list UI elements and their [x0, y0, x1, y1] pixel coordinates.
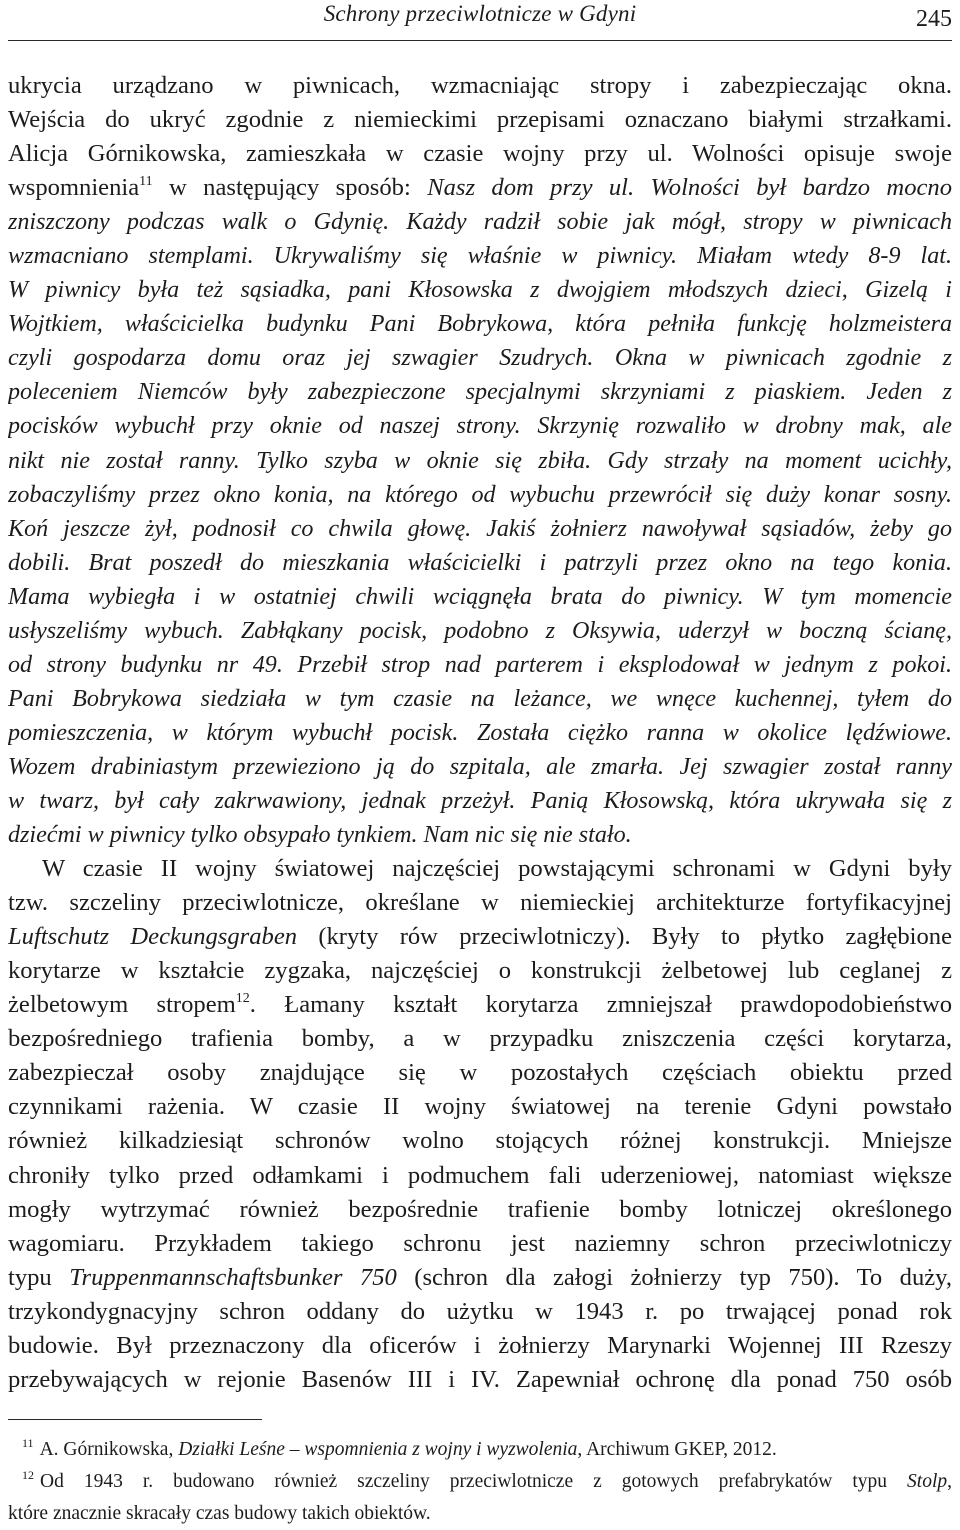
running-title: Schrony przeciwlotnicze w Gdyni: [323, 1, 637, 26]
text-line: czynnikami rażenia. W czasie II wojny światowej na terenie Gdyni powstało: [8, 1093, 952, 1121]
text-run: typu: [8, 1263, 70, 1291]
text-line: Alicja Górnikowska, zamieszkała w czasie wojny przy ul. Wolności opisuje swoje: [8, 140, 952, 168]
footnote-text: Od 1943 r. budowano również szczeliny przeciwlotnicze z gotowych prefabrykatów typu: [40, 1471, 908, 1492]
text-line: wagomiaru. Przykładem takiego schronu jest naziemny schron przeciwlotniczy: [8, 1229, 952, 1257]
quote-line: od strony budynku nr 49. Przebił strop nad parterem i eksplodował w jednym z pokoi.: [8, 651, 952, 678]
text-line: bezpośredniego trafienia bomby, a w przypadku zniszczenia części korytarza,: [8, 1025, 952, 1053]
text-line: również kilkadziesiąt schronów wolno stojących różnej konstrukcji. Mniejsze: [8, 1127, 952, 1155]
quote-line: usłyszeliśmy wybuch. Zabłąkany pocisk, podobno z Oksywia, uderzył w boczną ścianę,: [8, 617, 952, 644]
footnote-number: 11: [22, 1436, 34, 1450]
quotation-block: [8, 205, 952, 852]
quote-line: dobili. Brat poszedł do mieszkania właścicielki i patrzyli przez okno na tego konia.: [8, 549, 952, 576]
quote-line: dziećmi w piwnicy tylko obsypało tynkiem. Nam nic się nie stało.: [8, 822, 632, 849]
paragraph-first-line: W czasie II wojny światowej najczęściej powstającymi schronami w Gdyni były: [42, 855, 952, 883]
quote-line: zobaczyliśmy przez okno konia, na którego od wybuchu przewrócił się duży konar sosny.: [8, 481, 952, 508]
quote-line: nikt nie został ranny. Tylko szyba w oknie się zbiła. Gdy strzały na moment ucichły,: [8, 447, 952, 474]
text-line: [8, 1261, 952, 1295]
text-line: [8, 171, 952, 205]
text-line: trzykondygnacyjny schron oddany do użytku w 1943 r. po trwającej ponad rok: [8, 1297, 952, 1325]
quote-line: poleceniem Niemców były zabezpieczone specjalnymi skrzyniami z piaskiem. Jeden z: [8, 379, 952, 406]
footnote-12: [8, 1466, 952, 1498]
footnote-text: A. Górnikowska,: [39, 1439, 179, 1460]
footnote-text: ,: [947, 1471, 952, 1492]
text-line: zabezpieczał osoby znajdujące się w pozostałych częściach obiektu przed: [8, 1059, 952, 1087]
text-line: Wejścia do ukryć zgodnie z niemieckimi przepisami oznaczano białymi strzałkami.: [8, 106, 952, 134]
term-truppenmannschaftsbunker: Truppenmannschaftsbunker 750: [69, 1263, 397, 1291]
quote-line: w twarz, był cały zakrwawiony, jednak przeżył. Panią Kłosowską, która ukrywała się z: [8, 787, 952, 814]
quote-line: wzmacniano stemplami. Ukrywaliśmy się właśnie w piwnicy. Miałam wtedy 8-9 lat.: [8, 243, 952, 270]
quote-line: czyli gospodarza domu oraz jej szwagier Szudrych. Okna w piwnicach zgodnie z: [8, 345, 952, 372]
text-run: w następujący sposób:: [152, 174, 428, 202]
footnote-11: [8, 1434, 952, 1466]
quote-line: Wozem drabiniastym przewieziono ją do szpitala, ale zmarła. Jej szwagier został ranny: [8, 753, 952, 780]
text-line: korytarze w kształcie zygzaka, najczęściej o konstrukcji żelbetowej lub ceglanej z: [8, 957, 952, 985]
quote-line: Pani Bobrykowa siedziała w tym czasie na leżance, we wnęce kuchennej, tyłem do: [8, 685, 952, 712]
quote-line: zniszczony podczas walk o Gdynię. Każdy radził sobie jak mógł, stropy w piwnicach: [8, 209, 952, 236]
header-rule: [8, 40, 952, 41]
quote-line: pomieszczenia, w którym wybuchł pocisk. Została ciężko ranna w okolice lędźwiowe.: [8, 719, 952, 746]
footnote-separator: [8, 1419, 262, 1420]
quote-line: Wojtkiem, właścicielka budynku Pani Bobrykowa, która pełniła funkcję holzmeistera: [8, 311, 952, 338]
quote-line: Mama wybiegła i w ostatniej chwili wciągnęła brata do piwnicy. W tym momencie: [8, 583, 952, 610]
page-number: 245: [916, 6, 952, 32]
term-luftschutz: Luftschutz Deckungsgraben: [8, 923, 298, 951]
text-line: [8, 988, 952, 1022]
running-header: [8, 0, 952, 36]
quote-line: pocisków wybuchł przy oknie od naszej strony. Skrzynię rozwaliło w drobny mak, ale: [8, 413, 952, 440]
text-run: żelbetowym stropem: [8, 991, 236, 1019]
text-line: budowie. Był przeznaczony dla oficerów i żołnierzy Marynarki Wojennej III Rzeszy: [8, 1331, 952, 1359]
quote-line: Koń jeszcze żył, podnosił co chwila głowę. Jakiś żołnierz nawoływał sąsiadów, żeby go: [8, 515, 952, 542]
text-line: [8, 920, 952, 954]
text-run: wspomnienia: [8, 174, 140, 202]
text-run: (kryty rów przeciwlotniczy). Były to płytko zagłębione: [297, 923, 952, 951]
quote-line: W piwnicy była też sąsiadka, pani Kłosowska z dwojgiem młodszych dzieci, Gizelą i: [8, 277, 952, 304]
text-line: ukrycia urządzano w piwnicach, wzmacniając stropy i zabezpieczając okna.: [8, 72, 952, 99]
footnote-ref-12[interactable]: 12: [235, 991, 250, 1007]
footnote-text: , Archiwum GKEP, 2012.: [577, 1439, 777, 1460]
text-line: przebywających w rejonie Basenów III i IV. Zapewniał ochronę dla ponad 750 osób: [8, 1365, 952, 1393]
quote-start: Nasz dom przy ul. Wolności był bardzo mocno: [427, 174, 952, 202]
text-line: tzw. szczeliny przeciwlotnicze, określane w niemieckiej architekturze fortyfikacyjnej: [8, 889, 952, 917]
text-run: . Łamany kształt korytarza zmniejszał prawdopodobieństwo: [249, 991, 952, 1019]
text-run: (schron dla załogi żołnierzy typ 750). To duży,: [396, 1263, 952, 1291]
cited-title: Działki Leśne – wspomnienia z wojny i wyzwolenia: [178, 1439, 578, 1460]
footnote-ref-11[interactable]: 11: [139, 174, 153, 190]
term-stolp: Stolp: [907, 1471, 948, 1492]
body-text: [8, 69, 952, 1397]
footnotes: [8, 1434, 952, 1530]
text-line: chroniły tylko przed odłamkami i podmuchem fali uderzeniowej, natomiast większe: [8, 1161, 952, 1189]
footnote-number: 12: [22, 1468, 34, 1482]
text-line: mogły wytrzymać również bezpośrednie trafienie bomby lotniczej określonego: [8, 1195, 952, 1223]
footnote-12-continuation: które znacznie skracały czas budowy takich obiektów.: [8, 1503, 431, 1524]
